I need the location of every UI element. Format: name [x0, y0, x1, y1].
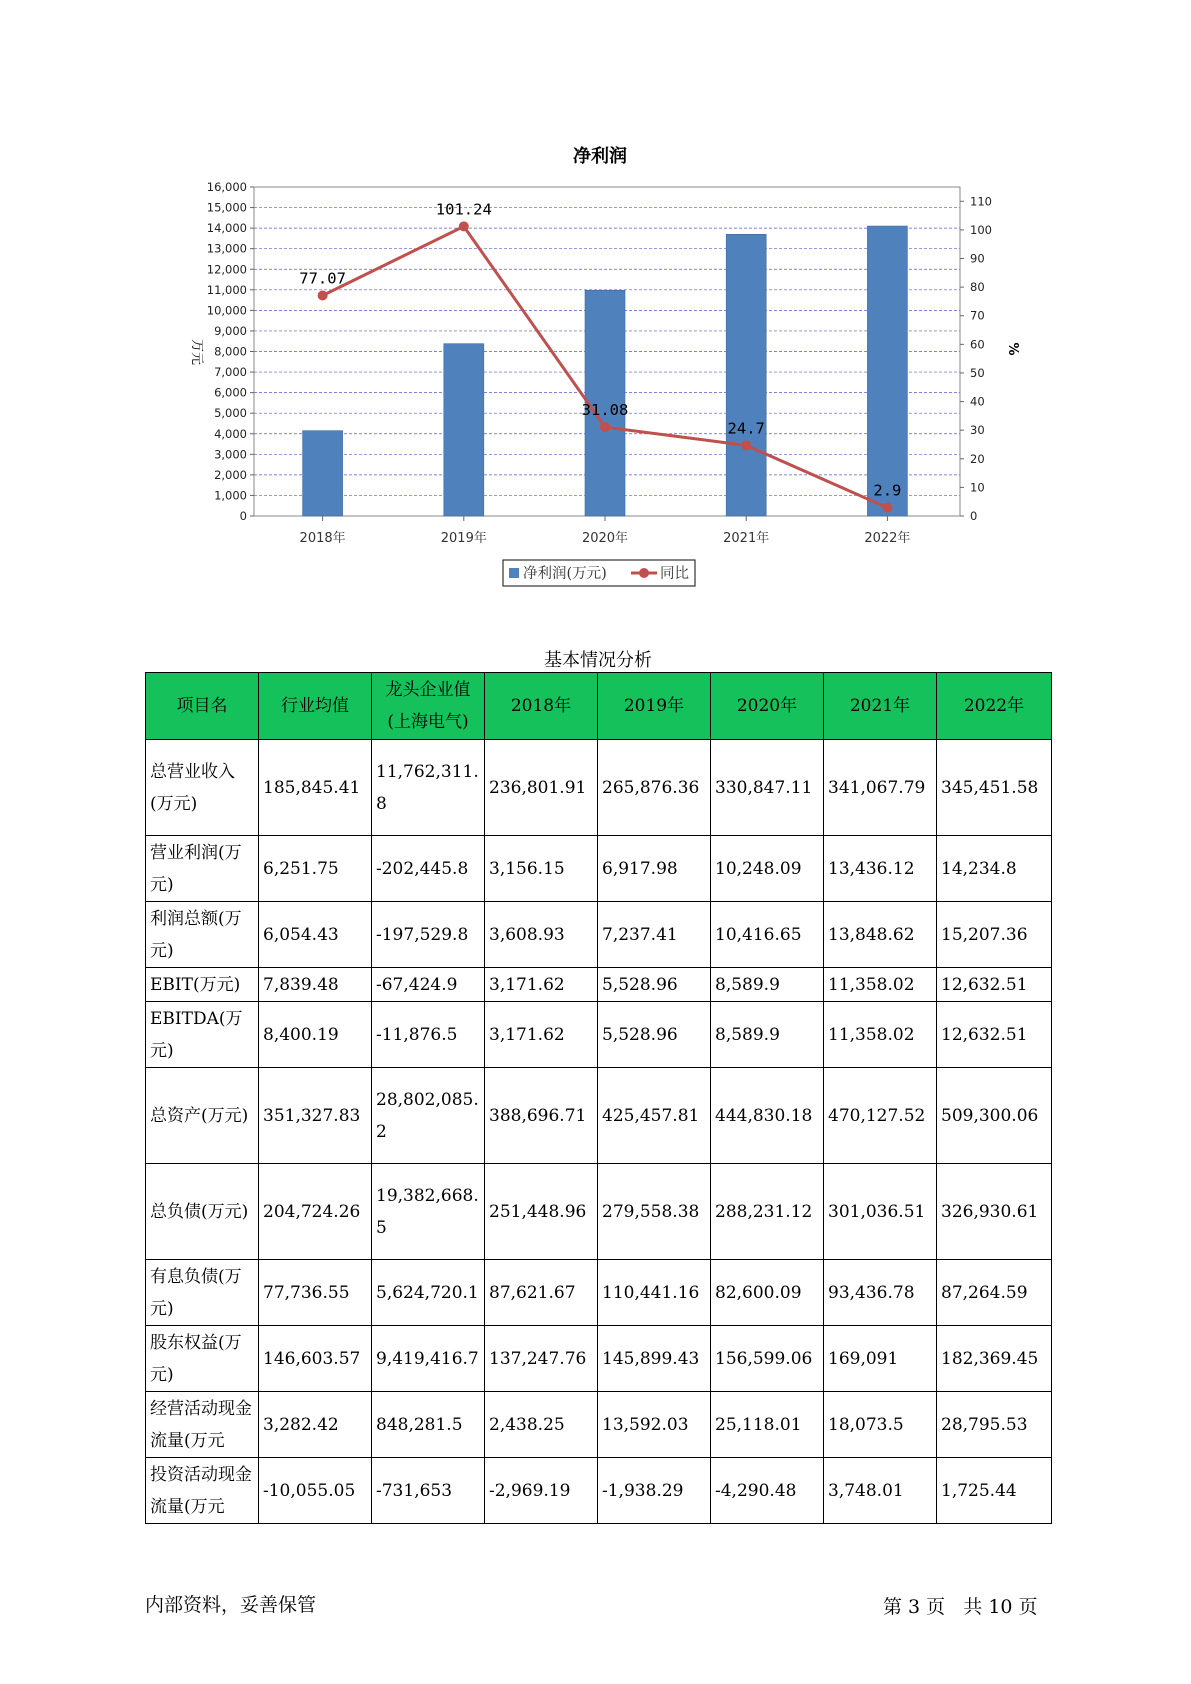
legend-line-marker	[639, 568, 649, 578]
y-tick-label: 16,000	[206, 180, 247, 194]
table-row	[146, 1326, 1052, 1392]
value-cell: 9,419,416.7	[372, 1326, 485, 1392]
y2-tick-label: 10	[970, 480, 985, 495]
value-cell: -197,529.8	[372, 902, 485, 968]
row-label-cell: 总资产(万元)	[146, 1068, 259, 1164]
value-cell: 169,091	[824, 1326, 937, 1392]
value-cell: 82,600.09	[711, 1260, 824, 1326]
header-year-2018: 2018年	[485, 673, 598, 740]
value-cell: 3,156.15	[485, 836, 598, 902]
header-year-2020: 2020年	[711, 673, 824, 740]
value-cell: 25,118.01	[711, 1392, 824, 1458]
value-cell: 3,171.62	[485, 968, 598, 1002]
value-cell: 13,592.03	[598, 1392, 711, 1458]
value-cell: 110,441.16	[598, 1260, 711, 1326]
table-caption: 基本情况分析	[544, 650, 652, 671]
value-cell: 13,436.12	[824, 836, 937, 902]
table-row	[146, 1458, 1052, 1524]
yoy-point	[600, 422, 610, 432]
row-label-cell: 投资活动现金流量(万元	[146, 1458, 259, 1524]
value-cell: 301,036.51	[824, 1164, 937, 1260]
value-cell: 87,621.67	[485, 1260, 598, 1326]
value-cell: -1,938.29	[598, 1458, 711, 1524]
y2-tick-label: 20	[970, 451, 985, 466]
y-tick-label: 3,000	[214, 447, 247, 462]
value-cell: 185,845.41	[259, 740, 372, 836]
y2-tick-label: 40	[970, 394, 985, 409]
table-row	[146, 1068, 1052, 1164]
value-cell: 326,930.61	[937, 1164, 1052, 1260]
value-cell: 18,073.5	[824, 1392, 937, 1458]
table-row	[146, 902, 1052, 968]
value-cell: 6,054.43	[259, 902, 372, 968]
legend-bar-swatch	[509, 568, 519, 578]
y2-tick-label: 60	[970, 337, 985, 352]
value-cell: 388,696.71	[485, 1068, 598, 1164]
x-tick-label: 2021年	[723, 531, 770, 546]
value-cell: 10,416.65	[711, 902, 824, 968]
value-cell: 182,369.45	[937, 1326, 1052, 1392]
value-cell: 11,358.02	[824, 968, 937, 1002]
table-header-row	[146, 673, 1052, 740]
yoy-point	[882, 503, 892, 513]
y-axis-label: 万元	[189, 338, 204, 366]
value-cell: 8,589.9	[711, 968, 824, 1002]
y-tick-label: 0	[239, 509, 247, 523]
table-row	[146, 1164, 1052, 1260]
table-row	[146, 1392, 1052, 1458]
value-cell: 8,400.19	[259, 1002, 372, 1068]
y-tick-label: 10,000	[206, 303, 247, 318]
header-item-name: 项目名	[146, 673, 259, 740]
value-cell: -4,290.48	[711, 1458, 824, 1524]
y2-tick-label: 50	[970, 365, 985, 380]
value-cell: 345,451.58	[937, 740, 1052, 836]
y2-tick-label: 0	[970, 509, 978, 523]
x-tick-label: 2019年	[440, 531, 487, 546]
footer-confidential-note: 内部资料，妥善保管	[145, 1594, 317, 1616]
yoy-data-label: 77.07	[299, 269, 346, 288]
yoy-data-label: 2.9	[873, 481, 902, 500]
y-tick-label: 13,000	[206, 241, 247, 256]
header-industry-avg: 行业均值	[259, 673, 372, 740]
y2-tick-label: 70	[970, 308, 985, 323]
value-cell: 93,436.78	[824, 1260, 937, 1326]
value-cell: 19,382,668.5	[372, 1164, 485, 1260]
y-tick-label: 12,000	[206, 262, 247, 277]
value-cell: 12,632.51	[937, 968, 1052, 1002]
y2-tick-label: 30	[970, 423, 985, 438]
y-tick-label: 1,000	[214, 488, 247, 503]
table-row	[146, 1260, 1052, 1326]
yoy-point	[459, 221, 469, 231]
value-cell: 87,264.59	[937, 1260, 1052, 1326]
y-tick-label: 5,000	[214, 406, 247, 421]
row-label-cell: EBIT(万元)	[146, 968, 259, 1002]
value-cell: 10,248.09	[711, 836, 824, 902]
y-tick-label: 14,000	[206, 221, 247, 236]
y2-tick-label: 90	[970, 251, 985, 266]
yoy-data-label: 24.7	[727, 419, 765, 438]
value-cell: 251,448.96	[485, 1164, 598, 1260]
value-cell: -2,969.19	[485, 1458, 598, 1524]
table-row	[146, 1002, 1052, 1068]
value-cell: 7,237.41	[598, 902, 711, 968]
bar	[867, 226, 907, 516]
value-cell: 137,247.76	[485, 1326, 598, 1392]
value-cell: 3,282.42	[259, 1392, 372, 1458]
table-row	[146, 968, 1052, 1002]
value-cell: 146,603.57	[259, 1326, 372, 1392]
y-tick-label: 8,000	[214, 344, 247, 359]
header-year-2019: 2019年	[598, 673, 711, 740]
row-label-cell: 营业利润(万元)	[146, 836, 259, 902]
table-row	[146, 836, 1052, 902]
value-cell: 425,457.81	[598, 1068, 711, 1164]
value-cell: 6,917.98	[598, 836, 711, 902]
yoy-point	[741, 440, 751, 450]
value-cell: 1,725.44	[937, 1458, 1052, 1524]
chart-title: 净利润	[573, 146, 627, 167]
value-cell: 3,608.93	[485, 902, 598, 968]
value-cell: 28,802,085.2	[372, 1068, 485, 1164]
value-cell: 470,127.52	[824, 1068, 937, 1164]
value-cell: 5,528.96	[598, 968, 711, 1002]
value-cell: 848,281.5	[372, 1392, 485, 1458]
value-cell: -11,876.5	[372, 1002, 485, 1068]
value-cell: 2,438.25	[485, 1392, 598, 1458]
row-label-cell: 股东权益(万元)	[146, 1326, 259, 1392]
yoy-point	[318, 291, 328, 301]
header-year-2022: 2022年	[937, 673, 1052, 740]
value-cell: 204,724.26	[259, 1164, 372, 1260]
row-label-cell: 总负债(万元)	[146, 1164, 259, 1260]
value-cell: 14,234.8	[937, 836, 1052, 902]
value-cell: 236,801.91	[485, 740, 598, 836]
value-cell: 509,300.06	[937, 1068, 1052, 1164]
yoy-data-label: 31.08	[581, 401, 629, 420]
value-cell: 5,624,720.1	[372, 1260, 485, 1326]
value-cell: 13,848.62	[824, 902, 937, 968]
y2-tick-label: 80	[970, 280, 985, 295]
footer-page-number: 第 3 页 共 10 页	[883, 1596, 1038, 1618]
value-cell: 145,899.43	[598, 1326, 711, 1392]
x-tick-label: 2018年	[299, 531, 346, 546]
value-cell: 15,207.36	[937, 902, 1052, 968]
legend-line-label: 同比	[660, 566, 689, 582]
bar	[303, 431, 343, 516]
value-cell: -731,653	[372, 1458, 485, 1524]
value-cell: -67,424.9	[372, 968, 485, 1002]
header-leader-value: 龙头企业值(上海电气)	[372, 673, 485, 740]
value-cell: 8,589.9	[711, 1002, 824, 1068]
y2-tick-label: 110	[970, 194, 992, 209]
row-label-cell: 总营业收入(万元)	[146, 740, 259, 836]
value-cell: 3,748.01	[824, 1458, 937, 1524]
y2-tick-label: 100	[970, 222, 992, 237]
x-tick-label: 2020年	[581, 531, 629, 546]
value-cell: 288,231.12	[711, 1164, 824, 1260]
value-cell: 11,762,311.8	[372, 740, 485, 836]
y-tick-label: 2,000	[214, 467, 247, 482]
value-cell: 156,599.06	[711, 1326, 824, 1392]
value-cell: 341,067.79	[824, 740, 937, 836]
value-cell: -202,445.8	[372, 836, 485, 902]
bar	[726, 234, 766, 516]
row-label-cell: 有息负债(万元)	[146, 1260, 259, 1326]
value-cell: 351,327.83	[259, 1068, 372, 1164]
y-tick-label: 4,000	[214, 426, 247, 441]
y-tick-label: 11,000	[206, 282, 247, 297]
value-cell: 279,558.38	[598, 1164, 711, 1260]
basic-analysis-table	[145, 672, 1052, 1524]
legend-bar-label: 净利润(万元)	[523, 566, 607, 582]
x-tick-label: 2022年	[864, 531, 911, 546]
y2-axis-label: %	[1005, 342, 1020, 356]
value-cell: 444,830.18	[711, 1068, 824, 1164]
value-cell: 330,847.11	[711, 740, 824, 836]
table-row	[146, 740, 1052, 836]
value-cell: 11,358.02	[824, 1002, 937, 1068]
header-year-2021: 2021年	[824, 673, 937, 740]
value-cell: 3,171.62	[485, 1002, 598, 1068]
y-tick-label: 6,000	[214, 385, 247, 400]
bar	[444, 344, 484, 516]
value-cell: 7,839.48	[259, 968, 372, 1002]
net-profit-chart	[0, 0, 1191, 600]
value-cell: 77,736.55	[259, 1260, 372, 1326]
y-tick-label: 15,000	[206, 200, 247, 215]
value-cell: 5,528.96	[598, 1002, 711, 1068]
y-tick-label: 9,000	[214, 323, 247, 338]
value-cell: -10,055.05	[259, 1458, 372, 1524]
row-label-cell: 利润总额(万元)	[146, 902, 259, 968]
row-label-cell: 经营活动现金流量(万元	[146, 1392, 259, 1458]
value-cell: 12,632.51	[937, 1002, 1052, 1068]
value-cell: 6,251.75	[259, 836, 372, 902]
value-cell: 28,795.53	[937, 1392, 1052, 1458]
row-label-cell: EBITDA(万元)	[146, 1002, 259, 1068]
yoy-data-label: 101.24	[435, 200, 492, 219]
y-tick-label: 7,000	[214, 365, 247, 380]
value-cell: 265,876.36	[598, 740, 711, 836]
